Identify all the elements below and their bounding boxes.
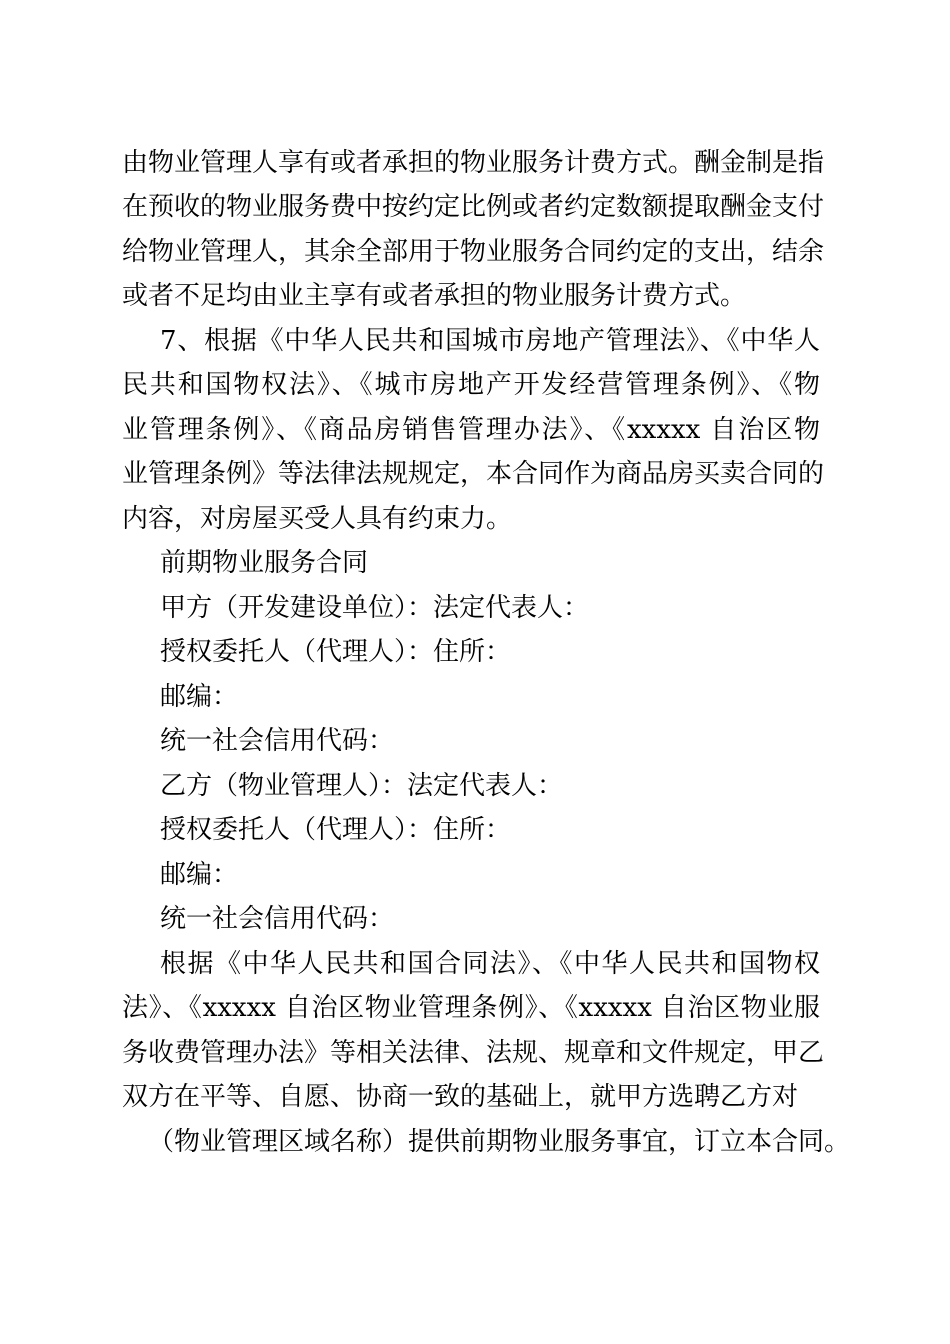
paragraph-line: 或者不足均由业主享有或者承担的物业服务计费方式。 <box>122 281 747 311</box>
paragraph-line: 给物业管理人，其余全部用于物业服务合同约定的支出，结余 <box>122 237 825 267</box>
party-a-line: 甲方（开发建设单位）：法定代表人： <box>160 593 590 623</box>
paragraph-line: 业管理条例》等法律法规规定，本合同作为商品房买卖合同的 <box>122 459 825 489</box>
paragraph-line: 法》、《xxxxx 自治区物业管理条例》、《xxxxx 自治区物业服 <box>122 993 820 1023</box>
paragraph-line: 内容，对房屋买受人具有约束力。 <box>122 504 513 534</box>
paragraph-line: 业管理条例》、《商品房销售管理办法》、《xxxxx 自治区物 <box>122 415 820 445</box>
party-a-postcode-line: 邮编： <box>160 682 239 712</box>
paragraph-line: 由物业管理人享有或者承担的物业服务计费方式。酬金制是指 <box>122 148 825 178</box>
party-b-postcode-line: 邮编： <box>160 860 239 890</box>
party-b-agent-line: 授权委托人（代理人）：住所： <box>160 815 512 845</box>
paragraph-line: 双方在平等、自愿、协商一致的基础上，就甲方选聘乙方对 <box>122 1082 799 1112</box>
party-a-credit-code-line: 统一社会信用代码： <box>160 726 395 756</box>
paragraph-line: （物业管理区域名称）提供前期物业服务事宜，订立本合同。 <box>148 1127 851 1157</box>
party-b-line: 乙方（物业管理人）：法定代表人： <box>160 771 564 801</box>
paragraph-line: 根据《中华人民共和国合同法》、《中华人民共和国物权 <box>160 949 820 979</box>
paragraph-line: 民共和国物权法》、《城市房地产开发经营管理条例》、《物 <box>122 370 820 400</box>
paragraph-line: 务收费管理办法》等相关法律、法规、规章和文件规定，甲乙 <box>122 1038 825 1068</box>
party-a-agent-line: 授权委托人（代理人）：住所： <box>160 637 512 667</box>
paragraph-line: 在预收的物业服务费中按约定比例或者约定数额提取酬金支付 <box>122 192 825 222</box>
paragraph-line: 7、根据《中华人民共和国城市房地产管理法》、《中华人 <box>160 326 820 356</box>
party-b-credit-code-line: 统一社会信用代码： <box>160 904 395 934</box>
contract-title: 前期物业服务合同 <box>160 548 369 578</box>
